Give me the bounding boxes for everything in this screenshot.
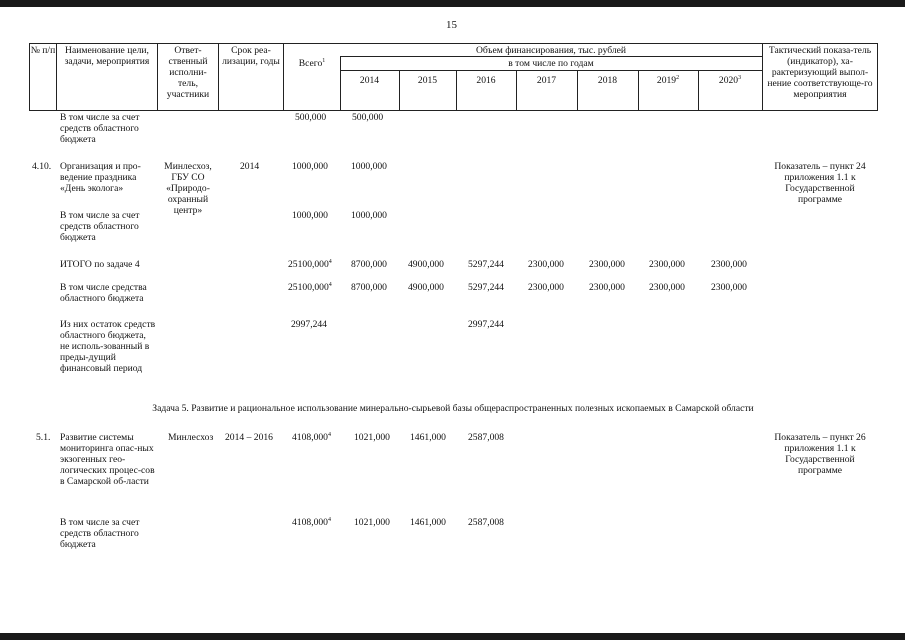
row4-2019: 2300,000 xyxy=(649,259,685,270)
row5-2015: 4900,000 xyxy=(408,282,444,293)
header-border-right xyxy=(877,43,878,111)
row7-2015: 1461,000 xyxy=(410,432,446,443)
row5-2016: 5297,244 xyxy=(468,282,504,293)
page-number: 15 xyxy=(446,19,457,31)
row6-total: 2997,244 xyxy=(291,319,327,330)
row7-indicator: Показатель – пункт 26 приложения 1.1 к Государственной программе xyxy=(774,432,866,476)
header-col-num: № п/п xyxy=(30,45,56,56)
row4-total: 25100,000$^4$ xyxy=(288,258,332,270)
row5-2020: 2300,000 xyxy=(711,282,747,293)
header-year-2018: 2018 xyxy=(597,75,618,86)
row5-2017: 2300,000 xyxy=(528,282,564,293)
header-year-2014: 2014 xyxy=(359,75,380,86)
row5-2018: 2300,000 xyxy=(589,282,625,293)
row4-name: ИТОГО по задаче 4 xyxy=(60,259,140,270)
header-divider-4 xyxy=(283,43,284,111)
row7-name: Развитие системы мониторинга опас-ных экзогенных гео-логических процес-сов в Самарской об-ласти xyxy=(60,432,155,487)
row7-term: 2014 – 2016 xyxy=(225,432,273,443)
row5-name: В том числе средства областного бюджета xyxy=(60,282,147,304)
row2-indicator: Показатель – пункт 24 приложения 1.1 к Государственной программе xyxy=(774,161,866,205)
row5-2014: 8700,000 xyxy=(351,282,387,293)
row7-2016: 2587,008 xyxy=(468,432,504,443)
row5-total: 25100,000$^4$ xyxy=(288,281,332,293)
header-funding-line xyxy=(340,56,762,57)
row4-2018: 2300,000 xyxy=(589,259,625,270)
row8-2015: 1461,000 xyxy=(410,517,446,528)
row1-name: В том числе за счет средств областного бюджета xyxy=(60,112,140,145)
top-scan-border xyxy=(0,0,905,7)
row2-number: 4.10. xyxy=(32,161,52,172)
row7-2014: 1021,000 xyxy=(354,432,390,443)
header-col-term: Срок реа-лизации, годы xyxy=(222,45,280,67)
row8-2014: 1021,000 xyxy=(354,517,390,528)
row6-name: Из них остаток средств областного бюджета, не исполь-зованный в преды-дущий финансовый период xyxy=(60,319,156,374)
header-year-2019: 2019$^2$ xyxy=(656,74,680,86)
row3-2014: 1000,000 xyxy=(351,210,387,221)
row8-name: В том числе за счет средств областного бюджета xyxy=(60,517,140,550)
row2-2014: 1000,000 xyxy=(351,161,387,172)
header-divider-2 xyxy=(157,43,158,111)
bottom-scan-border xyxy=(0,633,905,640)
row2-name: Организация и про-ведение праздника «День эколога» xyxy=(60,161,141,194)
header-col-resp: Ответ-ственный исполни-тель, участники xyxy=(166,45,210,100)
row8-2016: 2587,008 xyxy=(468,517,504,528)
header-divider-3 xyxy=(218,43,219,111)
row3-name: В том числе за счет средств областного бюджета xyxy=(60,210,140,243)
row4-2016: 5297,244 xyxy=(468,259,504,270)
row2-total: 1000,000 xyxy=(292,161,328,172)
row6-2016: 2997,244 xyxy=(468,319,504,330)
row7-total: 4108,000$^4$ xyxy=(292,431,331,443)
row8-total: 4108,000$^4$ xyxy=(292,516,331,528)
header-col-total: Всего$^1$ xyxy=(298,57,326,69)
row3-total: 1000,000 xyxy=(292,210,328,221)
header-year-2016: 2016 xyxy=(476,75,496,86)
header-year-2020: 2020$^3$ xyxy=(718,74,742,86)
header-col-name: Наименование цели, задачи, мероприятия xyxy=(64,45,150,67)
row4-2017: 2300,000 xyxy=(528,259,564,270)
row4-2014: 8700,000 xyxy=(351,259,387,270)
header-col-indicator: Тактический показа-тель (индикатор), ха-рактеризующий выпол-нение соответствующе-го мероприятия xyxy=(767,45,873,100)
row4-2020: 2300,000 xyxy=(711,259,747,270)
row1-total: 500,000 xyxy=(295,112,327,123)
header-col-funding: Объем финансирования, тыс. рублей xyxy=(475,45,627,56)
task5-heading: Задача 5. Развитие и рациональное использование минерально-сырьевой базы общераспространенных полезных ископаемых в Самарской области xyxy=(152,403,754,414)
row2-term: 2014 xyxy=(240,161,260,172)
row7-number: 5.1. xyxy=(36,432,51,443)
row1-2014: 500,000 xyxy=(352,112,384,123)
row4-2015: 4900,000 xyxy=(408,259,444,270)
row7-responsible: Минлесхоз xyxy=(168,432,214,443)
header-years-group: в том числе по годам xyxy=(508,58,594,69)
row5-2019: 2300,000 xyxy=(649,282,685,293)
header-year-2017: 2017 xyxy=(536,75,557,86)
header-year-2015: 2015 xyxy=(417,75,438,86)
row2-responsible: Минлесхоз, ГБУ СО «Природо-охранный центр» xyxy=(164,161,212,216)
